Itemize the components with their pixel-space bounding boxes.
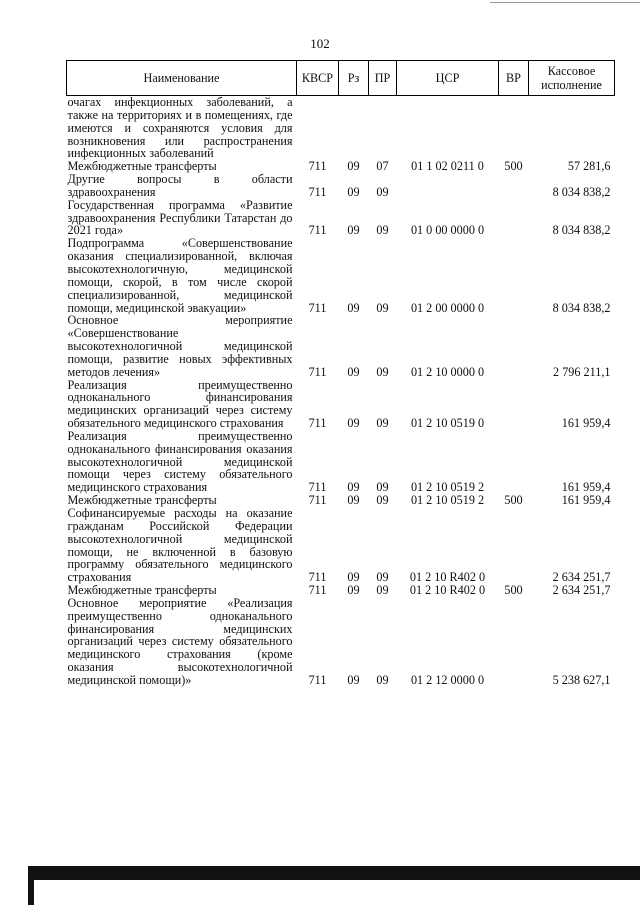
cell-rz: 09 — [347, 223, 360, 238]
table-row — [67, 379, 615, 430]
cell-kvsr — [297, 96, 339, 161]
cell-vr — [499, 379, 529, 430]
cell-vr — [499, 597, 529, 687]
table-row — [67, 173, 615, 199]
cell-csr: 01 1 02 0211 0 — [411, 159, 484, 174]
cell-kvsr: 711 — [308, 570, 327, 585]
cell-amount: 2 796 211,1 — [553, 364, 611, 379]
cell-kvsr: 711 — [308, 300, 327, 315]
cell-pr: 09 — [376, 364, 389, 379]
cell-pr — [369, 96, 397, 161]
scan-border-left — [28, 866, 34, 905]
table-row — [67, 584, 615, 597]
cell-name: Основное мероприятие «Совершенствование высокотехнологичной медицинской помощи, развитие новых эффективных методов лечения» — [67, 313, 293, 379]
cell-csr: 01 2 00 0000 0 — [410, 300, 485, 315]
cell-pr: 09 — [376, 583, 389, 598]
cell-vr — [499, 237, 529, 314]
cell-amount: 57 281,6 — [567, 159, 611, 174]
cell-vr: 500 — [504, 583, 523, 598]
cell-kvsr: 711 — [308, 583, 327, 598]
col-header-name: Наименование — [67, 61, 297, 96]
cell-rz: 09 — [347, 570, 360, 585]
cell-vr — [499, 96, 529, 161]
cell-name: Софинансируемые расходы на оказание гражданам Российской Федерации высокотехнологичной медицинской помощи, не включенной в базовую программу обязательного медицинского страхования — [67, 506, 293, 585]
cell-amount: 5 238 627,1 — [552, 672, 611, 687]
cell-vr — [499, 507, 529, 584]
cell-rz: 09 — [347, 480, 360, 495]
cell-name: Государственная программа «Развитие здравоохранения Республики Татарстан до 2021 года» — [67, 197, 293, 238]
cell-rz: 09 — [347, 159, 360, 174]
cell-name: Реализация преимущественно одноканального финансирования оказания высокотехнологичной медицинской помощи через систему обязательного медицинского страхования — [67, 428, 293, 495]
cell-name: Межбюджетные трансферты — [67, 583, 217, 598]
cell-csr: 01 2 10 R402 0 — [409, 570, 486, 585]
table-header-row — [67, 61, 615, 96]
cell-kvsr: 711 — [308, 184, 327, 199]
cell-rz: 09 — [347, 364, 360, 379]
cell-csr: 01 2 10 0519 0 — [410, 416, 485, 431]
cell-csr: 01 2 10 R402 0 — [409, 583, 486, 598]
cell-kvsr: 711 — [308, 416, 327, 431]
cell-name: Другие вопросы в области здравоохранения — [67, 172, 293, 199]
page-number: 102 — [310, 36, 330, 51]
table-row — [67, 199, 615, 238]
cell-rz: 09 — [347, 672, 360, 687]
cell-csr: 01 2 10 0519 2 — [410, 480, 485, 495]
scan-border-bottom — [28, 866, 640, 880]
cell-kvsr: 711 — [308, 480, 327, 495]
cell-kvsr: 711 — [308, 672, 327, 687]
cell-rz: 09 — [347, 493, 360, 508]
cell-kvsr: 711 — [308, 364, 327, 379]
cell-pr: 09 — [376, 570, 389, 585]
cell-amount: 161 959,4 — [561, 493, 611, 508]
table-body — [67, 96, 615, 687]
cell-csr: 01 2 10 0000 0 — [410, 364, 485, 379]
cell-rz: 09 — [347, 583, 360, 598]
cell-name: Межбюджетные трансферты — [67, 493, 217, 508]
cell-vr — [499, 314, 529, 378]
cell-csr — [397, 96, 499, 161]
cell-pr: 09 — [376, 300, 389, 315]
cell-rz: 09 — [347, 416, 360, 431]
cell-csr: 01 0 00 0000 0 — [410, 223, 485, 238]
col-header-amount: Кассовое исполнение — [529, 61, 615, 96]
cell-kvsr: 711 — [308, 493, 327, 508]
cell-amount — [529, 96, 615, 161]
table-row — [67, 314, 615, 378]
cell-name: Подпрограмма «Совершенствование оказания специализированной, включая высокотехнологичную, медицинской помощи, скорой, в том числе скорой специализированной, медицинской помощи, медицинской эвакуации» — [67, 236, 293, 315]
cell-amount: 8 034 838,2 — [552, 184, 611, 199]
cell-pr: 09 — [376, 416, 389, 431]
table-row — [67, 96, 615, 161]
table-row — [67, 507, 615, 584]
cell-amount: 161 959,4 — [561, 480, 611, 495]
cell-csr — [397, 173, 499, 199]
cell-pr: 09 — [376, 223, 389, 238]
cell-csr: 01 2 12 0000 0 — [410, 672, 485, 687]
cell-pr: 09 — [376, 493, 389, 508]
col-header-vr: ВР — [499, 61, 529, 96]
cell-name: очагах инфекционных заболеваний, а также на территориях и в помещениях, где имеются и сохраняются условия для возникновения или распространения инфекционных заболеваний — [67, 95, 293, 161]
cell-vr — [499, 430, 529, 494]
cell-kvsr: 711 — [308, 159, 327, 174]
cell-pr: 09 — [376, 672, 389, 687]
cell-pr: 07 — [376, 159, 389, 174]
cell-name: Реализация преимущественно одноканального финансирования медицинских организаций через систему обязательного медицинского страхования — [67, 377, 293, 431]
cell-csr: 01 2 10 0519 2 — [410, 493, 485, 508]
cell-vr: 500 — [504, 159, 523, 174]
col-header-kvsr: КВСР — [297, 61, 339, 96]
top-rule — [490, 2, 640, 3]
table-row — [67, 237, 615, 314]
col-header-pr: ПР — [369, 61, 397, 96]
col-header-rz: Рз — [339, 61, 369, 96]
cell-rz: 09 — [347, 300, 360, 315]
cell-kvsr: 711 — [308, 223, 327, 238]
cell-rz — [339, 96, 369, 161]
cell-pr: 09 — [376, 184, 389, 199]
cell-amount: 2 634 251,7 — [552, 583, 611, 598]
cell-amount: 2 634 251,7 — [552, 570, 611, 585]
cell-vr: 500 — [504, 493, 523, 508]
cell-vr — [499, 199, 529, 238]
cell-pr: 09 — [376, 480, 389, 495]
table-row — [67, 430, 615, 494]
budget-table — [66, 60, 615, 687]
cell-amount: 161 959,4 — [561, 416, 611, 431]
cell-rz: 09 — [347, 184, 360, 199]
cell-name: Основное мероприятие «Реализация преимущественно одноканального финансирования медицинских организаций через систему обязательного медицинского страхования (кроме оказания высокотехнологичной медицинской помощи)» — [67, 595, 293, 687]
col-header-csr: ЦСР — [397, 61, 499, 96]
table-row — [67, 597, 615, 687]
cell-amount: 8 034 838,2 — [552, 300, 611, 315]
cell-name: Межбюджетные трансферты — [67, 159, 217, 174]
cell-vr — [499, 173, 529, 199]
cell-amount: 8 034 838,2 — [552, 223, 611, 238]
